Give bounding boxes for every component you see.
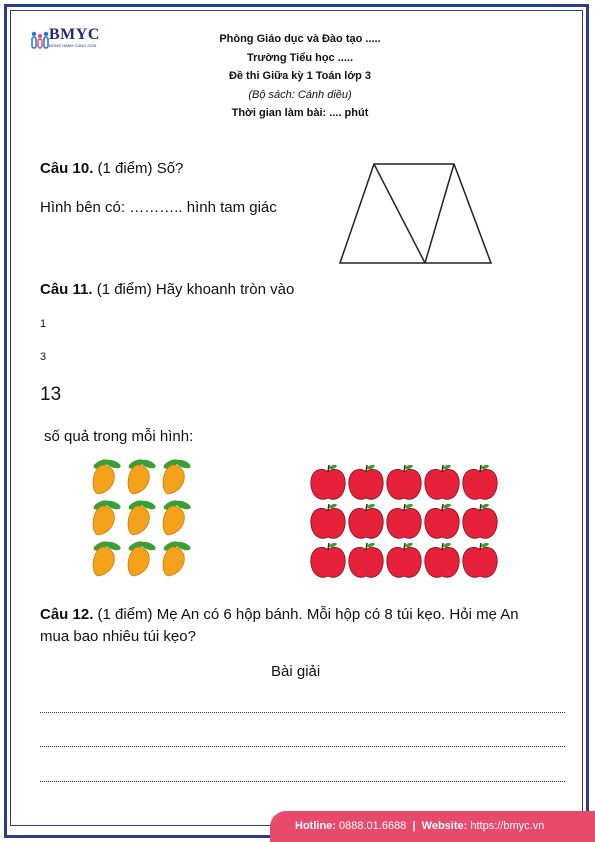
apple-icon xyxy=(349,503,383,538)
apple-icon xyxy=(349,464,383,499)
q12-number: Câu 12. xyxy=(40,606,94,623)
apple-icon xyxy=(311,503,345,538)
footer-separator: | xyxy=(412,820,416,832)
q11-tail: số quả trong mỗi hình: xyxy=(44,428,194,445)
header-book: (Bộ sách: Cánh diều) xyxy=(248,88,352,101)
website-link[interactable]: https://bmyc.vn xyxy=(470,820,545,832)
header-exam-title: Đề thi Giữa kỳ 1 Toán lớp 3 xyxy=(228,70,372,82)
mango-icon xyxy=(162,498,191,535)
apple-icon xyxy=(349,542,383,577)
mango-icon xyxy=(127,539,156,576)
contact-footer xyxy=(270,811,595,842)
apple-icon xyxy=(387,503,421,538)
q11-fraction-numerator: 1 xyxy=(40,318,47,330)
apple-icon xyxy=(425,503,459,538)
apple-icon xyxy=(311,464,345,499)
apple-icon xyxy=(387,464,421,499)
apple-icon xyxy=(311,542,345,577)
apple-icon xyxy=(463,464,497,499)
q11-fraction-inline: 13 xyxy=(40,384,62,405)
hotline-label: Hotline: xyxy=(295,820,336,832)
mango-icon xyxy=(127,457,156,494)
q11-text: (1 điểm) Hãy khoanh tròn vào xyxy=(96,281,295,298)
answer-line xyxy=(40,746,565,747)
q12-text: (1 điểm) Mẹ An có 6 hộp bánh. Mỗi hộp có 8 túi kẹo. Hỏi mẹ An xyxy=(97,606,519,623)
q12-text-line2: mua bao nhiêu túi kẹo? xyxy=(40,628,196,645)
apple-icon xyxy=(425,542,459,577)
header-time: Thời gian làm bài: .... phút xyxy=(231,107,369,119)
logo-tagline: ĐỒNG HÀNH CÙNG CON xyxy=(49,43,97,48)
mango-icon xyxy=(162,539,191,576)
answer-line xyxy=(40,712,565,713)
mango-icon xyxy=(92,457,121,494)
website-label: Website: xyxy=(421,820,468,832)
header-school: Trường Tiểu học ..... xyxy=(246,51,354,64)
mango-icon xyxy=(127,498,156,535)
q11-fraction-denominator: 3 xyxy=(40,351,47,363)
hotline-number[interactable]: 0888.01.6688 xyxy=(339,820,407,832)
q10-body: Hình bên có: ……….. hình tam giác xyxy=(40,199,277,216)
solution-label: Bài giải xyxy=(271,663,321,680)
apple-icon xyxy=(463,542,497,577)
logo-text: BMYC xyxy=(49,26,100,43)
q11-number: Câu 11. xyxy=(40,281,93,298)
mango-icon xyxy=(162,457,191,494)
q10-text: (1 điểm) Số? xyxy=(97,160,184,177)
q10-number: Câu 10. xyxy=(40,160,94,177)
q12-title xyxy=(40,606,519,623)
mango-icon xyxy=(92,539,121,576)
answer-line xyxy=(40,781,565,782)
apple-icon xyxy=(387,542,421,577)
apple-icon xyxy=(425,464,459,499)
header-department: Phòng Giáo dục và Đào tạo ..... xyxy=(219,33,381,45)
mango-icon xyxy=(92,498,121,535)
apple-icon xyxy=(463,503,497,538)
